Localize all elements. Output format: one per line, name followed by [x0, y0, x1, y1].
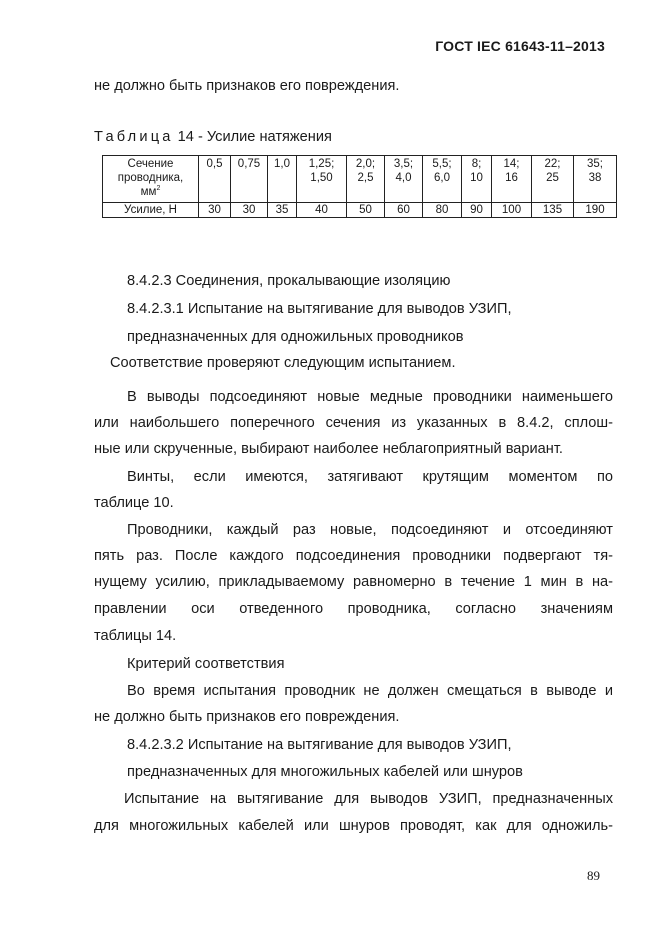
- table-cell: 1,25; 1,50: [297, 156, 347, 203]
- paragraph-line: не должно быть признаков его повреждения.: [94, 709, 400, 725]
- table-caption: [94, 128, 332, 146]
- table-cell: 60: [385, 203, 423, 218]
- table-cell: 135: [532, 203, 574, 218]
- table-cell: 100: [492, 203, 532, 218]
- subsection-heading-cont: предназначенных для одножильных проводников: [127, 329, 464, 345]
- table-cell: 8; 10: [462, 156, 492, 203]
- paragraph-line: для многожильных кабелей или шнуров проводят, как для одножиль-: [94, 818, 613, 834]
- paragraph-line: Испытание на вытягивание для выводов УЗИП, предназначенных: [124, 791, 613, 807]
- table-header-force: Усилие, Н: [103, 203, 199, 218]
- subsection-heading: 8.4.2.3.2 Испытание на вытягивание для выводов УЗИП,: [127, 737, 512, 753]
- continuation-line: не должно быть признаков его повреждения.: [94, 78, 400, 94]
- subsection-heading: 8.4.2.3.1 Испытание на вытягивание для выводов УЗИП,: [127, 301, 512, 317]
- table-cell: 50: [347, 203, 385, 218]
- paragraph-line: ные или скрученные, выбирают наиболее неблагоприятный вариант.: [94, 441, 563, 457]
- subsection-heading-cont: предназначенных для многожильных кабелей или шнуров: [127, 764, 523, 780]
- criteria-heading: Критерий соответствия: [127, 656, 285, 672]
- table-cell: 35: [268, 203, 297, 218]
- paragraph-line: В выводы подсоединяют новые медные проводники наименьшего: [127, 389, 613, 405]
- section-heading: 8.4.2.3 Соединения, прокалывающие изоляцию: [127, 273, 451, 289]
- table-cell: 30: [231, 203, 268, 218]
- table-cell: 35; 38: [574, 156, 617, 203]
- table-caption-title: 14 - Усилие натяжения: [173, 129, 332, 145]
- table-cell: 2,0; 2,5: [347, 156, 385, 203]
- paragraph-line: таблицы 14.: [94, 628, 177, 644]
- paragraph-line: Винты, если имеются, затягивают крутящим моментом по: [127, 469, 613, 485]
- table-cell: 80: [423, 203, 462, 218]
- paragraph-line: таблице 10.: [94, 495, 174, 511]
- table-caption-word: Таблица: [94, 129, 174, 145]
- paragraph-line: пять раз. После каждого подсоединения проводники подвергают тя-: [94, 548, 613, 564]
- pull-force-table: [102, 155, 617, 218]
- table-header-section: Сечение проводника, $мм^2$: [103, 156, 199, 203]
- table-cell: 0,75: [231, 156, 268, 203]
- table-cell: 0,5: [199, 156, 231, 203]
- table-cell: 90: [462, 203, 492, 218]
- table-cell: 22; 25: [532, 156, 574, 203]
- paragraph-line: нущему усилию, прикладываемому равномерно в течение 1 мин в на-: [94, 574, 613, 590]
- document-header: ГОСТ IEC 61643-11–2013: [435, 38, 605, 54]
- table-cell: 190: [574, 203, 617, 218]
- table-cell: 1,0: [268, 156, 297, 203]
- paragraph-line: Проводники, каждый раз новые, подсоединяют и отсоединяют: [127, 522, 613, 538]
- table-cell: 14; 16: [492, 156, 532, 203]
- table-cell: 40: [297, 203, 347, 218]
- paragraph-line: правлении оси отведенного проводника, согласно значениям: [94, 601, 613, 617]
- table-cell: 30: [199, 203, 231, 218]
- table-cell: 5,5; 6,0: [423, 156, 462, 203]
- paragraph-line: Во время испытания проводник не должен смещаться в выводе и: [127, 683, 613, 699]
- paragraph-line: Соответствие проверяют следующим испытанием.: [110, 355, 456, 371]
- table-row-force: [103, 203, 617, 218]
- page-number: 89: [587, 868, 600, 883]
- table-row-section: [103, 156, 617, 203]
- table-cell: 3,5; 4,0: [385, 156, 423, 203]
- paragraph-line: или наибольшего поперечного сечения из указанных в 8.4.2, сплош-: [94, 415, 613, 431]
